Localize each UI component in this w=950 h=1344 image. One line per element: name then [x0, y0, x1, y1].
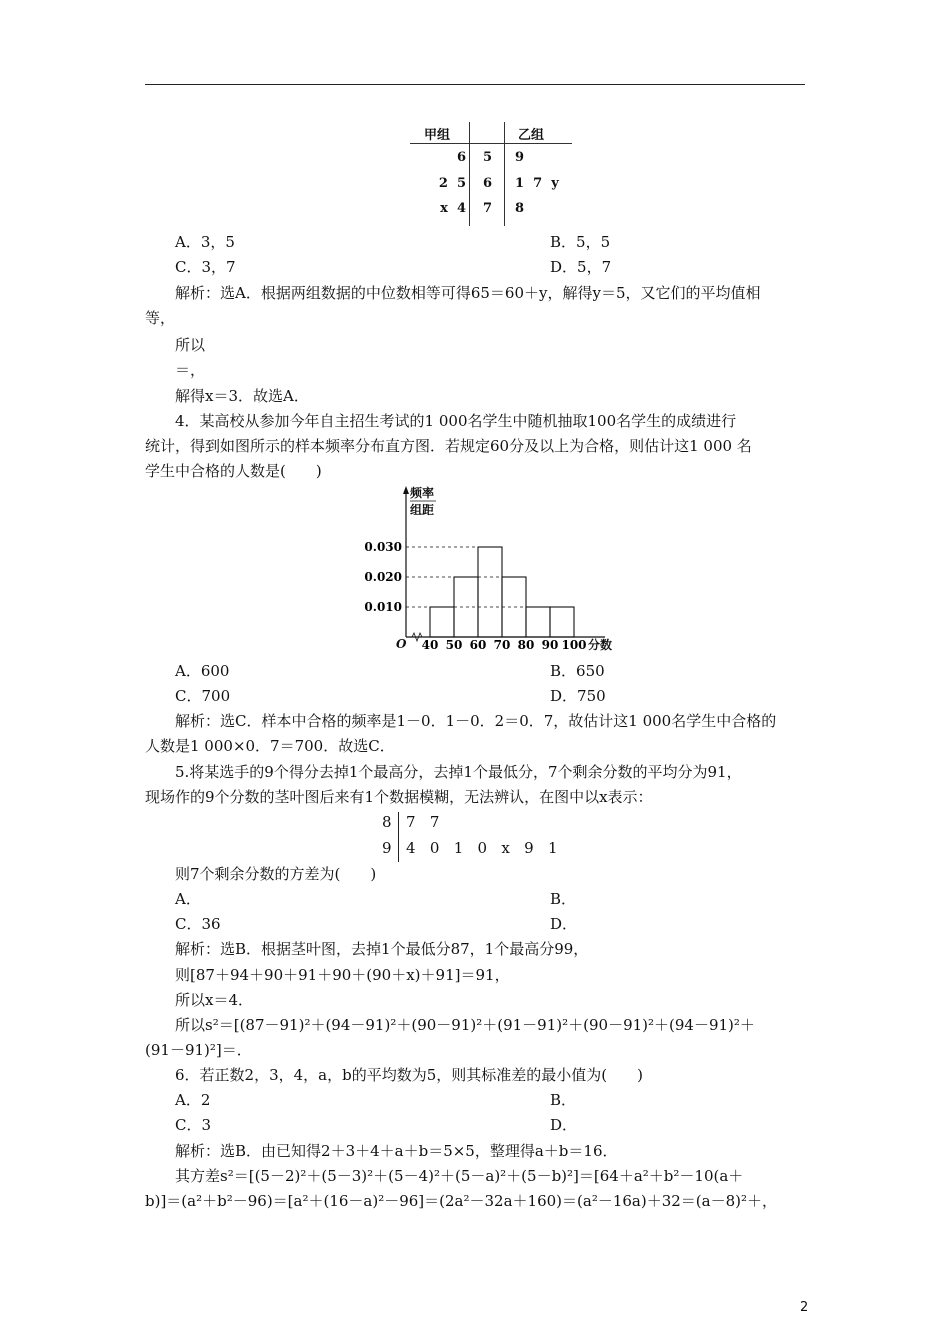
q3-option-c: C．3，7 — [175, 258, 236, 276]
row2-right: 1 7 y — [515, 176, 559, 191]
q3-analysis-line5: 解得x＝3．故选A． — [175, 387, 309, 405]
q5-option-a: A． — [175, 890, 201, 908]
q4-text-line2: 统计，得到如图所示的样本频率分布直方图．若规定60分及以上为合格，则估计这1 000 名 — [145, 437, 752, 455]
row3-right: 8 — [515, 201, 525, 216]
x-axis-label: 分数 — [588, 638, 613, 652]
header-group-a: 甲组 — [424, 128, 451, 143]
page-number: 2 — [800, 1300, 809, 1315]
q3-analysis-line3: 所以 — [175, 336, 206, 354]
q5-question: 则7个剩余分数的方差为( ) — [175, 865, 377, 883]
x-tick-label: 50 — [445, 638, 463, 652]
row3-stem: 7 — [483, 201, 493, 216]
q5-option-d: D． — [550, 915, 578, 933]
q6-option-d: D． — [550, 1116, 578, 1134]
q5-text-line1: 5.将某选手的9个得分去掉1个最高分，去掉1个最低分，7个剩余分数的平均分为91， — [175, 763, 742, 781]
table-header-rule — [410, 143, 572, 144]
q4-option-c: C．700 — [175, 687, 231, 705]
q5-analysis-line2: 则[87＋94＋90＋91＋90＋(90＋x)＋91]＝91， — [175, 966, 510, 984]
y-tick-label: 0.020 — [364, 570, 402, 584]
y-axis-arrow — [403, 486, 409, 494]
q6-option-a: A．2 — [175, 1091, 211, 1109]
q6-analysis-line1: 解析：选B．由已知得2＋3＋4＋a＋b＝5×5，整理得a＋b＝16． — [175, 1142, 618, 1160]
x-tick-label: 60 — [469, 638, 487, 652]
q5-option-b: B． — [550, 890, 577, 908]
header-rule — [145, 84, 805, 85]
x-tick-label: 100 — [561, 638, 587, 652]
q3-option-b: B．5，5 — [550, 233, 611, 251]
row2-left: 2 5 — [438, 176, 466, 191]
q4-analysis-line1: 解析：选C．样本中合格的频率是1－0．1－0．2＝0．7，故估计这1 000名学生中合格的 — [175, 712, 777, 730]
stem-row1-leaves: 7 7 — [406, 813, 440, 831]
row2-stem: 6 — [483, 176, 493, 191]
histogram-bar — [478, 547, 502, 637]
q6-option-c: C．3 — [175, 1116, 212, 1134]
q5-option-c: C．36 — [175, 915, 221, 933]
q5-analysis-line1: 解析：选B．根据茎叶图，去掉1个最低分87，1个最高分99， — [175, 940, 589, 958]
x-tick-label: 80 — [517, 638, 535, 652]
q6-analysis-line3: b)]＝(a²＋b²－96)＝[a²＋(16－a)²－96]＝(2a²－32a＋160)＝(a²－16a)＋32＝(a－8)²＋， — [145, 1192, 778, 1210]
q4-option-d: D．750 — [550, 687, 606, 705]
origin-label: O — [396, 637, 407, 651]
stem-divider — [398, 812, 399, 862]
stem-row2-stem: 9 — [382, 839, 392, 857]
y-label-bottom: 组距 — [410, 503, 435, 517]
q4-text-line3: 学生中合格的人数是( ) — [145, 462, 322, 480]
stem-row2-leaves: 4 0 1 0 x 9 1 — [406, 839, 558, 857]
table-divider-left — [469, 122, 470, 226]
row3-left: x 4 — [440, 201, 466, 216]
q3-option-d: D．5，7 — [550, 258, 612, 276]
q4-text-line1: 4．某高校从参加今年自主招生考试的1 000名学生中随机抽取100名学生的成绩进行 — [175, 412, 737, 430]
q5-analysis-line5: (91－91)²]＝． — [145, 1041, 252, 1059]
q6-analysis-line2: 其方差s²＝[(5－2)²＋(5－3)²＋(5－4)²＋(5－a)²＋(5－b)²]＝[64＋a²＋b²－10(a＋ — [175, 1167, 744, 1185]
q3-option-a: A．3，5 — [175, 233, 235, 251]
q5-text-line2: 现场作的9个分数的茎叶图后来有1个数据模糊，无法辨认，在图中以x表示： — [145, 788, 653, 806]
x-tick-label: 40 — [421, 638, 439, 652]
row1-left: 6 — [456, 150, 466, 165]
q3-analysis-line1: 解析：选A．根据两组数据的中位数相等可得65＝60＋y，解得y＝5，又它们的平均值相 — [175, 284, 761, 302]
row1-stem: 5 — [483, 150, 493, 165]
q3-analysis-line2: 等， — [145, 309, 176, 327]
histogram-bar — [430, 607, 454, 637]
row1-right: 9 — [515, 150, 525, 165]
q5-analysis-line3: 所以x＝4． — [175, 991, 254, 1009]
histogram-bar — [550, 607, 574, 637]
q6-option-b: B． — [550, 1091, 577, 1109]
q4-option-a: A．600 — [175, 662, 230, 680]
q6-text-line1: 6．若正数2，3，4，a，b的平均数为5，则其标准差的最小值为( ) — [175, 1066, 643, 1084]
stem-row1-stem: 8 — [382, 813, 392, 831]
header-group-b: 乙组 — [518, 128, 545, 143]
y-tick-label: 0.010 — [364, 600, 402, 614]
y-tick-label: 0.030 — [364, 540, 402, 554]
x-tick-label: 70 — [493, 638, 511, 652]
y-label-top: 频率 — [410, 486, 435, 500]
x-tick-label: 90 — [541, 638, 559, 652]
q3-analysis-line4: ＝， — [175, 361, 206, 379]
frequency-histogram — [360, 482, 630, 657]
q5-analysis-line4: 所以s²＝[(87－91)²＋(94－91)²＋(90－91)²＋(91－91)²＋(90－91)²＋(94－91)²＋ — [175, 1016, 755, 1034]
histogram-bar — [526, 607, 550, 637]
q4-option-b: B．650 — [550, 662, 605, 680]
q4-analysis-line2: 人数是1 000×0．7＝700．故选C． — [145, 737, 395, 755]
table-divider-right — [504, 122, 505, 226]
